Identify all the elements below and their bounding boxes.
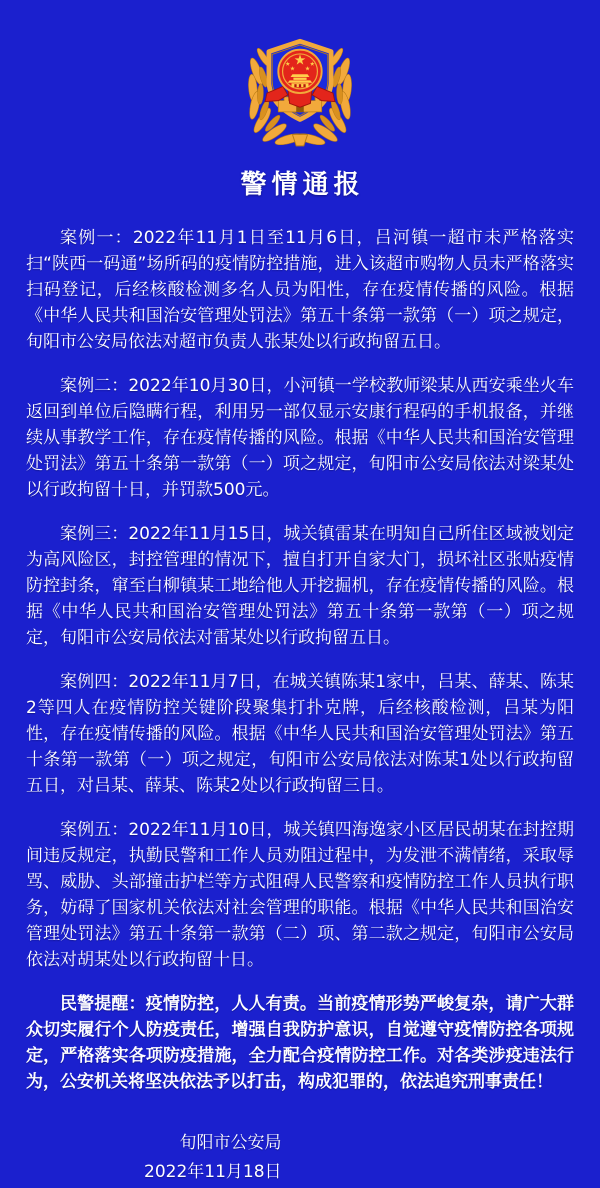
signature-block — [144, 1129, 282, 1187]
page-title: 警情通报 — [240, 170, 365, 200]
case-paragraph-5: 案例五：2022年11月10日，城关镇四海逸家小区居民胡某在封控期间违反规定，执勤民警和工作人员劝阻过程中，为发泄不满情绪，采取辱骂、威胁、头部撞击护栏等方式阻碍人民警察和疫情防控工作人员执行职务，妨碍了国家机关依法对社会管理的职能。根据《中华人民共和国治安管理处罚法》第五十条第一款第（二）项、第二款之规定，旬阳市公安局依法对胡某处以行政拘留十日。 — [26, 820, 574, 970]
case-paragraph-3: 案例三：2022年11月15日，城关镇雷某在明知自己所住区域被划定为高风险区，封控管理的情况下，擅自打开自家大门，损坏社区张贴疫情防控封条，窜至白柳镇某工地给他人开挖掘机，存在疫情传播的风险。根据《中华人民共和国治安管理处罚法》第五十条第一款第（一）项之规定，旬阳市公安局依法对雷某处以行政拘留五日。 — [26, 524, 574, 648]
notice-body — [0, 201, 600, 1187]
police-badge-icon — [234, 22, 366, 150]
police-badge — [0, 0, 600, 150]
police-reminder: 民警提醒：疫情防控，人人有责。当前疫情形势严峻复杂，请广大群众切实履行个人防疫责任，增强自我防护意识，自觉遵守疫情防控各项规定，严格落实各项防疫措施，全力配合疫情防控工作。对各类涉疫违法行为，公安机关将坚决依法予以打击，构成犯罪的，依法追究刑事责任！ — [26, 994, 574, 1092]
case-paragraph-4: 案例四：2022年11月7日，在城关镇陈某1家中，吕某、薛某、陈某2等四人在疫情防控关键阶段聚集打扑克牌，后经核酸检测，吕某为阳性，存在疫情传播的风险。根据《中华人民共和国治安管理处罚法》第五十条第一款第（一）项之规定，旬阳市公安局依法对陈某1处以行政拘留五日，对吕某、薛某、陈某2处以行政拘留三日。 — [26, 672, 574, 796]
issuing-agency: 旬阳市公安局 — [179, 1133, 282, 1153]
case-paragraph-1: 案例一：2022年11月1日至11月6日，吕河镇一超市未严格落实扫“陕西一码通”场所码的疫情防控措施，进入该超市购物人员未严格落实扫码登记，后经核酸检测多名人员为阳性，存在疫情传播的风险。根据《中华人民共和国治安管理处罚法》第五十条第一款第（一）项之规定，旬阳市公安局依法对超市负责人张某处以行政拘留五日。 — [26, 228, 574, 352]
case-paragraph-2: 案例二：2022年10月30日，小河镇一学校教师梁某从西安乘坐火车返回到单位后隐瞒行程，利用另一部仅显示安康行程码的手机报备，并继续从事教学工作，存在疫情传播的风险。根据《中华人民共和国治安管理处罚法》第五十条第一款第（一）项之规定，旬阳市公安局依法对梁某处以行政拘留十日，并罚款500元。 — [26, 376, 574, 500]
issue-date: 2022年11月18日 — [144, 1162, 282, 1182]
